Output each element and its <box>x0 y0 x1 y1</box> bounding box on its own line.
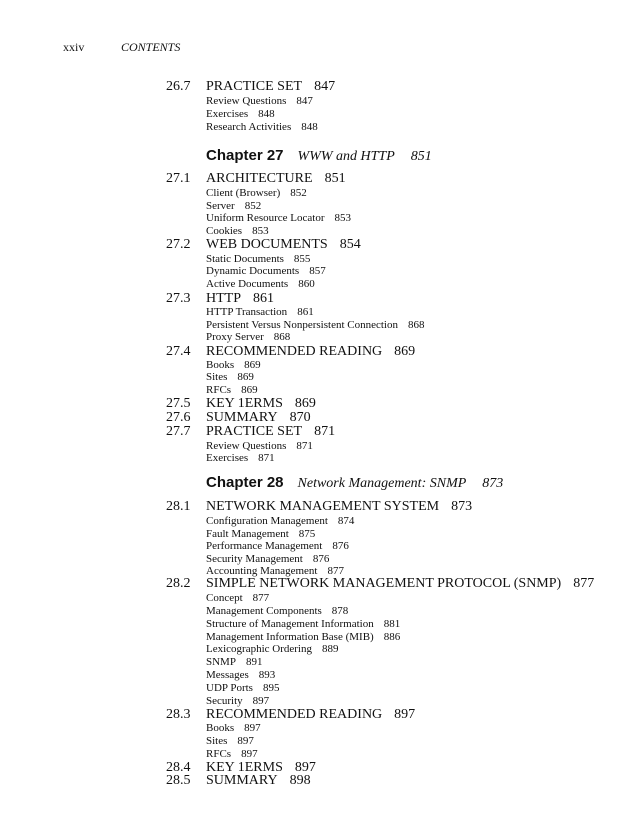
toc-subsection-entry <box>206 108 275 120</box>
subsection-page: 853 <box>334 212 352 224</box>
chapter-page: 873 <box>482 476 504 491</box>
subsection-page: 881 <box>383 618 401 630</box>
subsection-page: 852 <box>290 187 307 199</box>
section-page: 871 <box>314 424 336 439</box>
subsection-page: 861 <box>297 306 314 318</box>
subsection-page: 853 <box>252 225 269 237</box>
section-title: SIMPLE NETWORK MANAGEMENT PROTOCOL (SNMP) <box>206 576 562 591</box>
toc-subsection-entry <box>206 553 329 565</box>
section-number: 28.5 <box>166 773 191 788</box>
toc-subsection-entry <box>206 200 261 212</box>
toc-subsection-entry <box>206 669 275 681</box>
toc-subsection-entry <box>206 682 279 694</box>
toc-section-entry <box>166 345 415 359</box>
subsection-page: 895 <box>262 682 280 694</box>
toc-chapter-heading <box>206 147 432 165</box>
subsection-page: 893 <box>258 669 276 681</box>
subsection-page: 886 <box>383 631 401 643</box>
section-page: 870 <box>289 410 311 425</box>
toc-section-entry <box>166 292 274 306</box>
section-page: 897 <box>394 707 416 722</box>
subsection-title: Static Documents <box>206 253 284 265</box>
subsection-title: Research Activities <box>206 121 292 133</box>
section-number: 27.7 <box>166 424 191 439</box>
toc-subsection-entry <box>206 515 354 527</box>
running-title: CONTENTS <box>121 40 181 54</box>
toc-subsection-entry <box>206 331 290 343</box>
subsection-title: Sites <box>206 371 228 383</box>
subsection-page: 860 <box>298 278 315 290</box>
subsection-title: SNMP <box>206 656 236 668</box>
subsection-page: 847 <box>296 95 313 107</box>
toc-subsection-entry <box>206 540 349 552</box>
section-page: 854 <box>339 237 361 252</box>
toc-subsection-entry <box>206 212 351 224</box>
subsection-title: RFCs <box>206 384 232 396</box>
subsection-title: Review Questions <box>206 95 287 107</box>
section-number: 28.2 <box>166 576 191 591</box>
running-header <box>63 40 180 55</box>
toc-subsection-entry <box>206 384 258 396</box>
subsection-page: 889 <box>321 643 339 655</box>
toc-subsection-entry <box>206 643 338 655</box>
toc-subsection-entry <box>206 95 313 107</box>
section-number: 26.7 <box>166 79 191 94</box>
subsection-title: Uniform Resource Locator <box>206 212 325 224</box>
section-page: 869 <box>294 396 316 411</box>
subsection-page: 878 <box>331 605 349 617</box>
toc-subsection-entry <box>206 371 254 383</box>
subsection-title: Lexicographic Ordering <box>206 643 312 655</box>
toc-subsection-entry <box>206 306 314 318</box>
toc-section-entry <box>166 397 316 411</box>
section-title: WEB DOCUMENTS <box>206 237 328 252</box>
subsection-title: Active Documents <box>206 278 289 290</box>
section-title: SUMMARY <box>206 773 278 788</box>
section-number: 27.2 <box>166 237 191 252</box>
section-number: 27.3 <box>166 291 191 306</box>
chapter-title: WWW and HTTP <box>297 149 395 164</box>
toc-subsection-entry <box>206 359 261 371</box>
page-number: xxiv <box>63 40 85 54</box>
toc-subsection-entry <box>206 722 261 734</box>
toc-subsection-entry <box>206 695 269 707</box>
toc-section-entry <box>166 708 415 722</box>
subsection-title: Review Questions <box>206 440 287 452</box>
subsection-page: 868 <box>273 331 291 343</box>
subsection-title: Security <box>206 695 243 707</box>
subsection-page: 875 <box>298 528 316 540</box>
toc-subsection-entry <box>206 528 315 540</box>
subsection-page: 897 <box>237 735 254 747</box>
toc-subsection-entry <box>206 187 307 199</box>
subsection-page: 897 <box>244 722 261 734</box>
section-number: 27.4 <box>166 344 191 359</box>
toc-subsection-entry <box>206 253 310 265</box>
subsection-title: Accounting Management <box>206 565 318 577</box>
chapter-title: Network Management: SNMP <box>297 476 467 491</box>
toc-subsection-entry <box>206 265 326 277</box>
subsection-title: Management Components <box>206 605 322 617</box>
subsection-title: Client (Browser) <box>206 187 281 199</box>
section-page: 877 <box>573 576 595 591</box>
section-number: 27.5 <box>166 396 191 411</box>
section-number: 27.6 <box>166 410 191 425</box>
subsection-page: 855 <box>293 253 311 265</box>
subsection-page: 897 <box>252 695 270 707</box>
subsection-page: 876 <box>312 553 330 565</box>
section-page: 898 <box>289 773 311 788</box>
chapter-label: Chapter 27 <box>206 147 284 164</box>
subsection-page: 857 <box>309 265 326 277</box>
section-number: 27.1 <box>166 171 191 186</box>
subsection-title: Management Information Base (MIB) <box>206 631 374 643</box>
toc-section-entry <box>166 500 472 514</box>
section-title: SUMMARY <box>206 410 278 425</box>
toc-section-entry <box>166 577 594 591</box>
section-title: HTTP <box>206 291 241 306</box>
subsection-title: Performance Management <box>206 540 323 552</box>
subsection-title: Cookies <box>206 225 243 237</box>
subsection-title: UDP Ports <box>206 682 253 694</box>
subsection-page: 877 <box>327 565 344 577</box>
section-title: PRACTICE SET <box>206 424 303 439</box>
toc-section-entry <box>166 774 311 788</box>
subsection-page: 891 <box>245 656 263 668</box>
toc-subsection-entry <box>206 605 348 617</box>
section-title: RECOMMENDED READING <box>206 344 383 359</box>
section-page: 861 <box>253 291 274 306</box>
toc-subsection-entry <box>206 656 262 668</box>
subsection-title: Exercises <box>206 108 249 120</box>
section-page: 869 <box>394 344 416 359</box>
subsection-page: 868 <box>407 319 425 331</box>
toc-subsection-entry <box>206 440 313 452</box>
section-page: 897 <box>294 760 316 775</box>
toc-subsection-entry <box>206 631 400 643</box>
subsection-title: RFCs <box>206 748 232 760</box>
subsection-title: HTTP Transaction <box>206 306 288 318</box>
section-title: PRACTICE SET <box>206 79 303 94</box>
section-page: 847 <box>314 79 336 94</box>
toc-subsection-entry <box>206 748 258 760</box>
subsection-page: 874 <box>337 515 355 527</box>
toc-section-entry <box>166 172 346 186</box>
section-title: ARCHITECTURE <box>206 171 313 186</box>
toc-subsection-entry <box>206 592 269 604</box>
toc-subsection-entry <box>206 319 424 331</box>
subsection-title: Concept <box>206 592 243 604</box>
toc-subsection-entry <box>206 225 269 237</box>
chapter-label: Chapter 28 <box>206 474 284 491</box>
section-title: KEY 1ERMS <box>206 760 283 775</box>
subsection-page: 871 <box>296 440 313 452</box>
chapter-page: 851 <box>410 149 432 164</box>
subsection-page: 852 <box>244 200 262 212</box>
subsection-title: Structure of Management Information <box>206 618 374 630</box>
subsection-title: Server <box>206 200 235 212</box>
section-title: NETWORK MANAGEMENT SYSTEM <box>206 499 440 514</box>
subsection-title: Books <box>206 359 235 371</box>
toc-subsection-entry <box>206 618 400 630</box>
toc-chapter-heading <box>206 474 503 492</box>
toc-section-entry <box>166 238 361 252</box>
subsection-title: Proxy Server <box>206 331 264 343</box>
subsection-page: 869 <box>244 359 261 371</box>
toc-subsection-entry <box>206 735 254 747</box>
subsection-page: 877 <box>252 592 270 604</box>
subsection-title: Exercises <box>206 452 249 464</box>
toc-subsection-entry <box>206 452 275 464</box>
subsection-title: Books <box>206 722 235 734</box>
section-page: 873 <box>451 499 473 514</box>
toc-section-entry <box>166 80 335 94</box>
subsection-page: 869 <box>237 371 254 383</box>
subsection-page: 848 <box>301 121 318 133</box>
subsection-page: 897 <box>241 748 258 760</box>
subsection-title: Fault Management <box>206 528 289 540</box>
subsection-title: Dynamic Documents <box>206 265 300 277</box>
section-number: 28.4 <box>166 760 191 775</box>
section-title: KEY 1ERMS <box>206 396 283 411</box>
section-page: 851 <box>324 171 346 186</box>
subsection-title: Security Management <box>206 553 303 565</box>
subsection-page: 848 <box>258 108 275 120</box>
toc-section-entry <box>166 425 335 439</box>
section-title: RECOMMENDED READING <box>206 707 383 722</box>
section-number: 28.1 <box>166 499 191 514</box>
subsection-title: Sites <box>206 735 228 747</box>
subsection-title: Persistent Versus Nonpersistent Connection <box>206 319 398 331</box>
toc-subsection-entry <box>206 278 315 290</box>
subsection-page: 869 <box>241 384 258 396</box>
section-number: 28.3 <box>166 707 191 722</box>
subsection-page: 871 <box>258 452 275 464</box>
subsection-title: Messages <box>206 669 249 681</box>
subsection-title: Configuration Management <box>206 515 328 527</box>
toc-subsection-entry <box>206 121 318 133</box>
toc-section-entry <box>166 411 311 425</box>
subsection-page: 876 <box>332 540 349 552</box>
